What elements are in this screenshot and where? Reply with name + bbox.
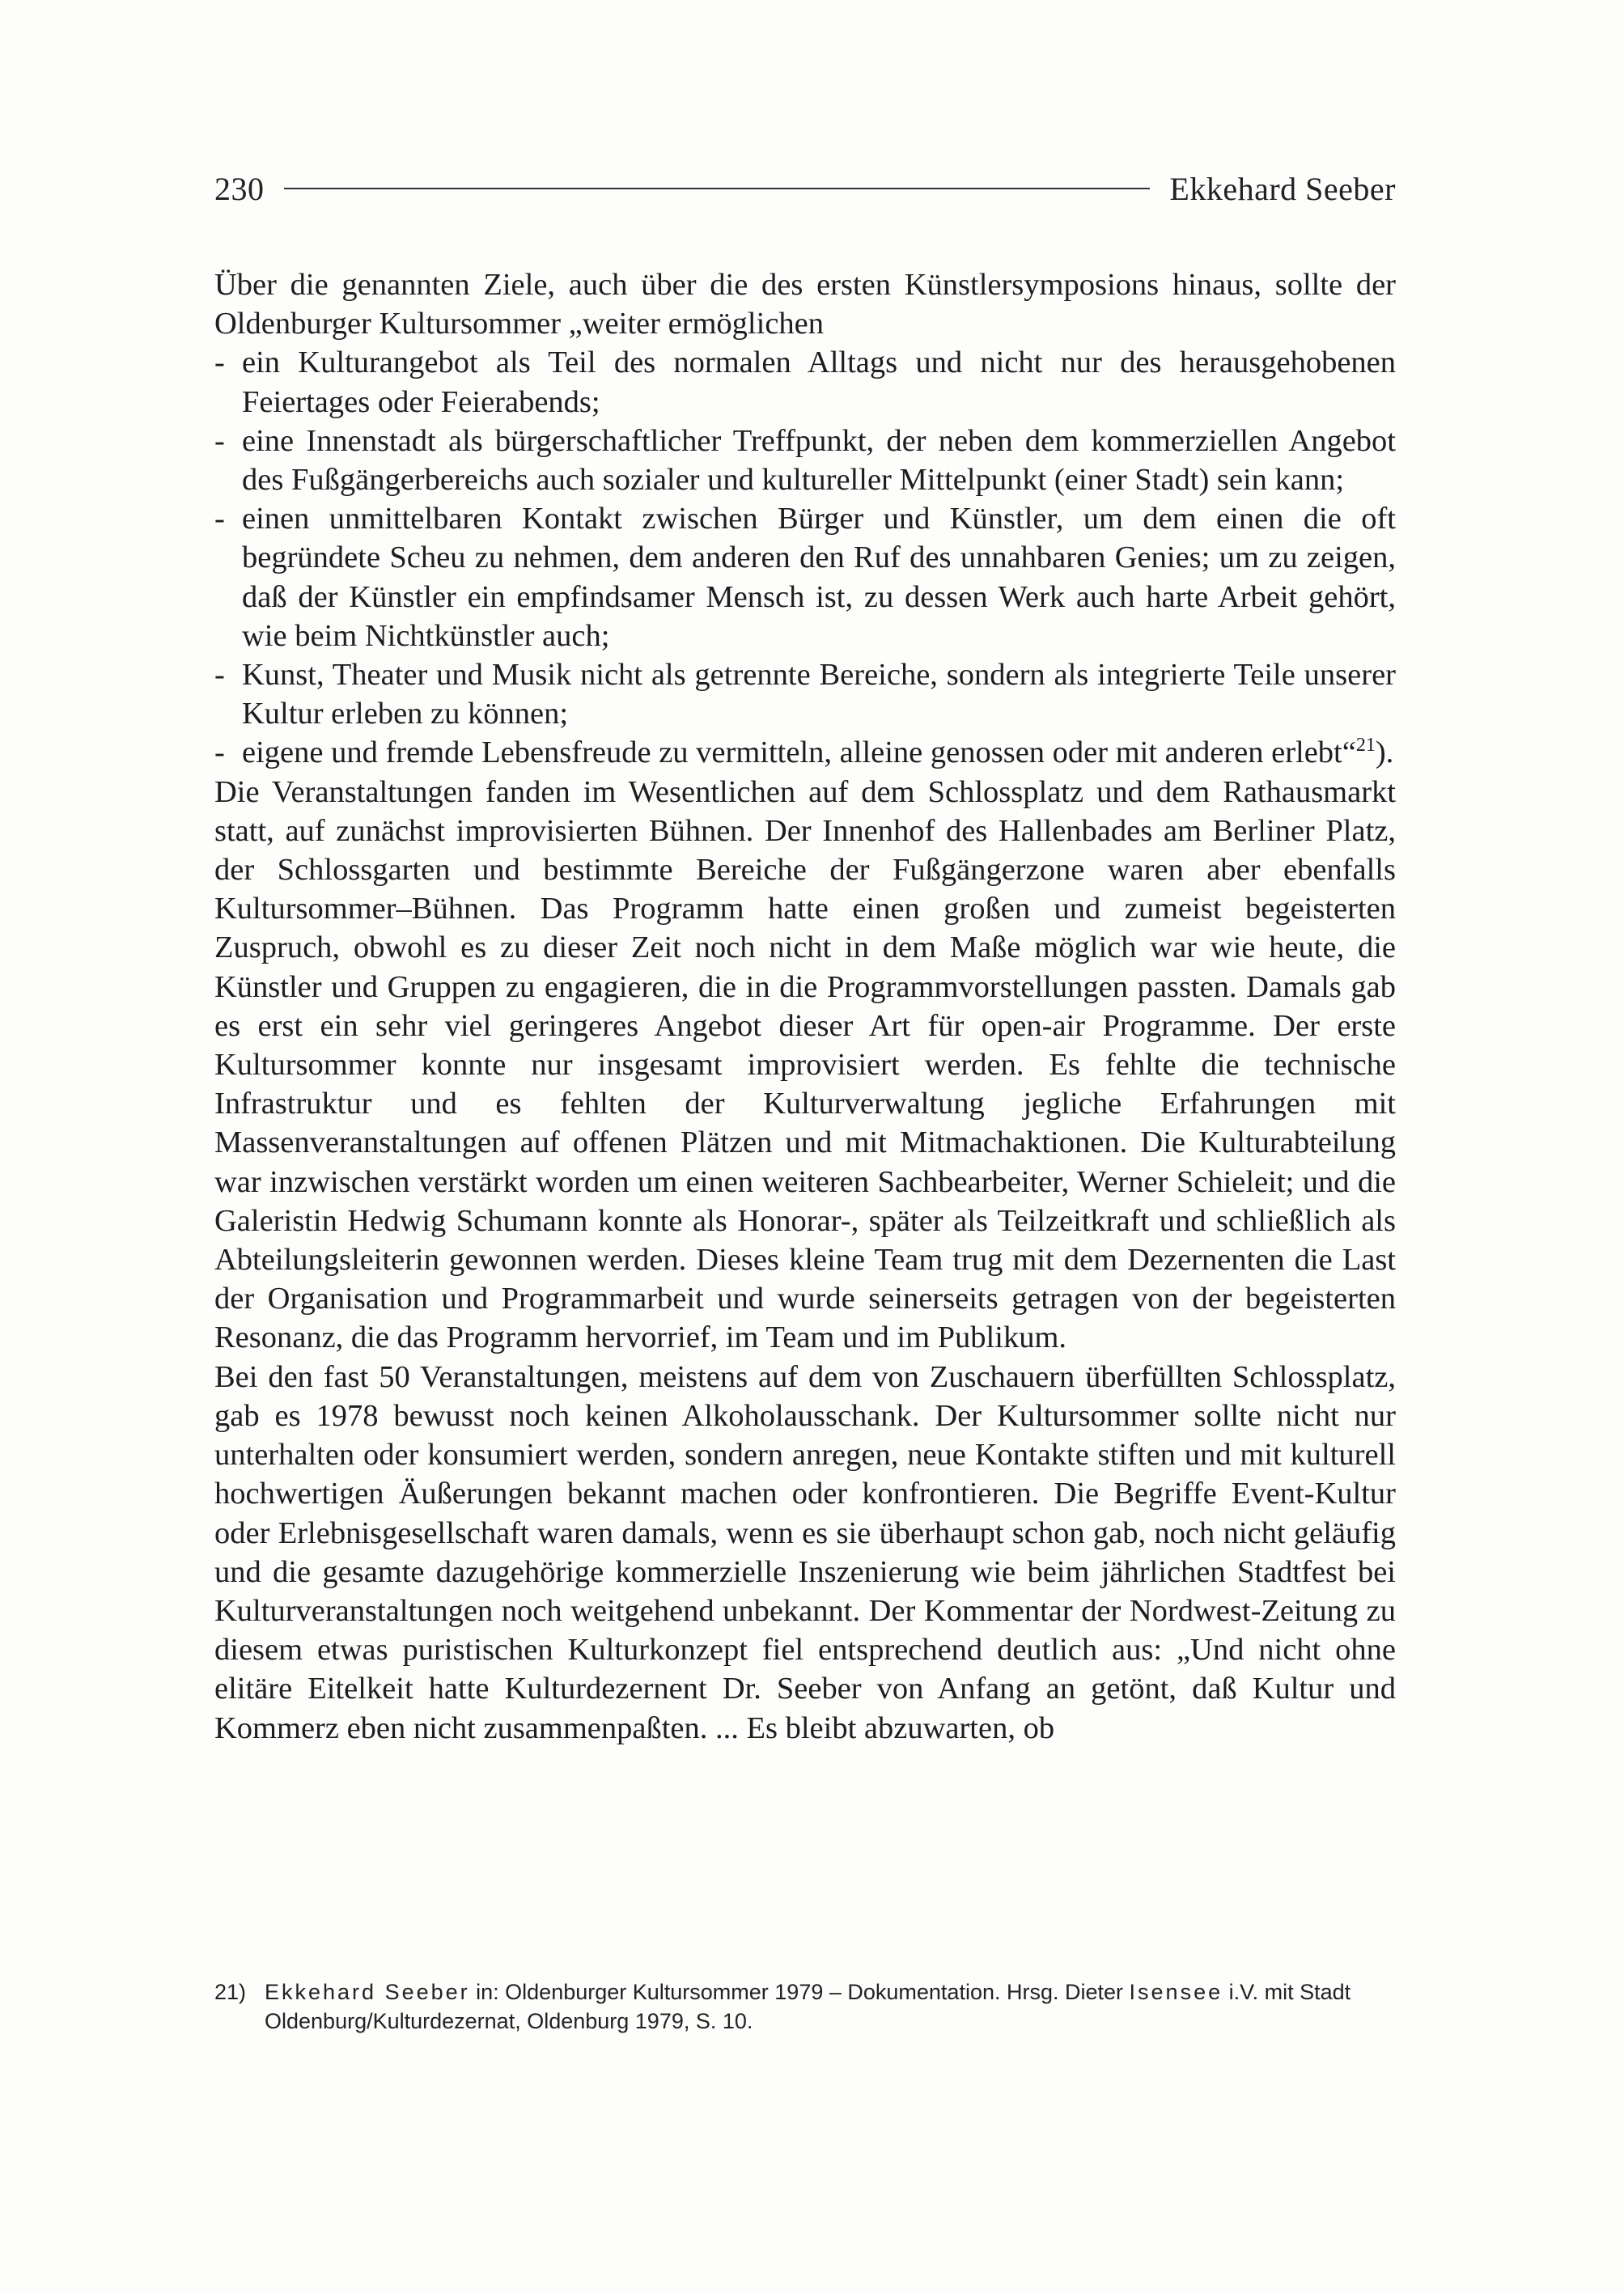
goals-list (214, 343, 1396, 772)
footnote-text-part: in: Oldenburger Kultursommer 1979 – Dokumentation. Hrsg. Dieter (469, 1980, 1130, 2004)
list-item-text: eigene und fremde Lebensfreude zu vermitteln, alleine genossen oder mit anderen erlebt“ (242, 735, 1356, 770)
body-text (214, 265, 1396, 1748)
list-bullet: - (214, 502, 225, 536)
running-head (214, 166, 1396, 211)
running-head-author: Ekkehard Seeber (1169, 170, 1396, 207)
header-rule (284, 188, 1151, 189)
list-item (214, 655, 1396, 733)
list-item (214, 733, 1396, 772)
list-item (214, 422, 1396, 499)
body-paragraph: Bei den fast 50 Veranstaltungen, meistens auf dem von Zuschauern überfüllten Schlossplatz, gab es 1978 bewusst noch keinen Alkoholausschank. Der Kultursommer sollte nicht nur unterhalten oder konsumiert werden, sondern anregen, neue Kontakte stiften und mit kulturell hochwertigen Äußerungen bekannt machen oder konfrontieren. Die Begriffe Event-Kultur oder Erlebnisgesellschaft waren damals, wenn es sie überhaupt schon gab, noch nicht geläufig und die gesamte dazugehörige kommerzielle Inszenierung wie beim jährlichen Stadtfest bei Kulturveranstaltungen noch weitgehend unbekannt. Der Kommentar der Nordwest-Zeitung zu diesem etwas puristischen Kulturkonzept fiel entsprechend deutlich aus: „Und nicht ohne elitäre Eitelkeit hatte Kulturdezernent Dr. Seeber von Anfang an getönt, daß Kultur und Kommerz eben nicht zusammenpaßten. ... Es bleibt abzuwarten, ob (214, 1359, 1396, 1745)
footnote-editor: Isensee (1129, 1980, 1223, 2004)
footnote-reference[interactable]: 21 (1355, 735, 1376, 757)
list-item (214, 343, 1396, 421)
footnote-number: 21) (214, 1980, 247, 2004)
list-item-text: Kunst, Theater und Musik nicht als getrennte Bereiche, sondern als integrierte Teile unserer Kultur erleben zu können; (242, 658, 1396, 731)
footnote-text (265, 1977, 1396, 2036)
footnote-author: Ekkehard Seeber (265, 1980, 470, 2004)
list-item-text: eine Innenstadt als bürgerschaftlicher Treffpunkt, der neben dem kommerziellen Angebot des Fußgängerbereichs auch sozialer und kultureller Mittelpunkt (einer Stadt) sein kann; (242, 423, 1396, 498)
footnote (214, 1977, 1396, 2036)
footnote-reference-tail: ). (1375, 735, 1394, 770)
body-paragraph: Die Veranstaltungen fanden im Wesentlichen auf dem Schlossplatz und dem Rathausmarkt statt, auf zunächst improvisierten Bühnen. Der Innenhof des Hallenbades am Berliner Platz, der Schlossgarten und bestimmte Bereiche der Fußgängerzone waren aber ebenfalls Kultursommer–Bühnen. Das Programm hatte einen großen und zumeist begeisterten Zuspruch, obwohl es zu dieser Zeit noch nicht in dem Maße möglich war wie heute, die Künstler und Gruppen zu engagieren, die in die Programmvorstellungen passten. Damals gab es erst ein sehr viel geringeres Angebot dieser Art für open-air Programme. Der erste Kultursommer konnte nur insgesamt improvisiert werden. Es fehlte die technische Infrastruktur und es fehlten der Kulturverwaltung jegliche Erfahrungen mit Massenveranstaltungen auf offenen Plätzen und mit Mitmachaktionen. Die Kulturabteilung war inzwischen verstärkt worden um einen weiteren Sachbearbeiter, Werner Schieleit; und die Galeristin Hedwig Schumann konnte als Honorar-, später als Teilzeitkraft und schließlich als Abteilungsleiterin gewonnen werden. Dieses kleine Team trug mit dem Dezernenten die Last der Organisation und Programmarbeit und wurde seinerseits getragen von der begeisterten Resonanz, die das Programm hervorrief, im Team und im Publikum. (214, 774, 1396, 1355)
list-bullet: - (214, 658, 225, 693)
footnote-text-part: i.V. mit Stadt Oldenburg/Kulturdezernat, Oldenburg 1979, S. 10. (265, 1980, 1351, 2033)
list-bullet: - (214, 345, 225, 380)
list-bullet: - (214, 423, 225, 458)
footnote-row (214, 1977, 1396, 2036)
intro-paragraph: Über die genannten Ziele, auch über die des ersten Künstlersymposions hinaus, sollte der Oldenburger Kultursommer „weiter ermöglichen (214, 268, 1396, 341)
list-item-text: ein Kulturangebot als Teil des normalen Alltags und nicht nur des herausgehobenen Feiertages oder Feierabends; (242, 345, 1396, 419)
list-bullet: - (214, 735, 225, 770)
list-item (214, 499, 1396, 655)
list-item-text: einen unmittelbaren Kontakt zwischen Bürger und Künstler, um dem einen die oft begründete Scheu zu nehmen, dem anderen den Ruf des unnahbaren Genies; um zu zeigen, daß der Künstler ein empfindsamer Mensch ist, zu dessen Werk auch harte Arbeit gehört, wie beim Nichtkünstler auch; (242, 502, 1396, 653)
page-number: 230 (214, 170, 265, 207)
